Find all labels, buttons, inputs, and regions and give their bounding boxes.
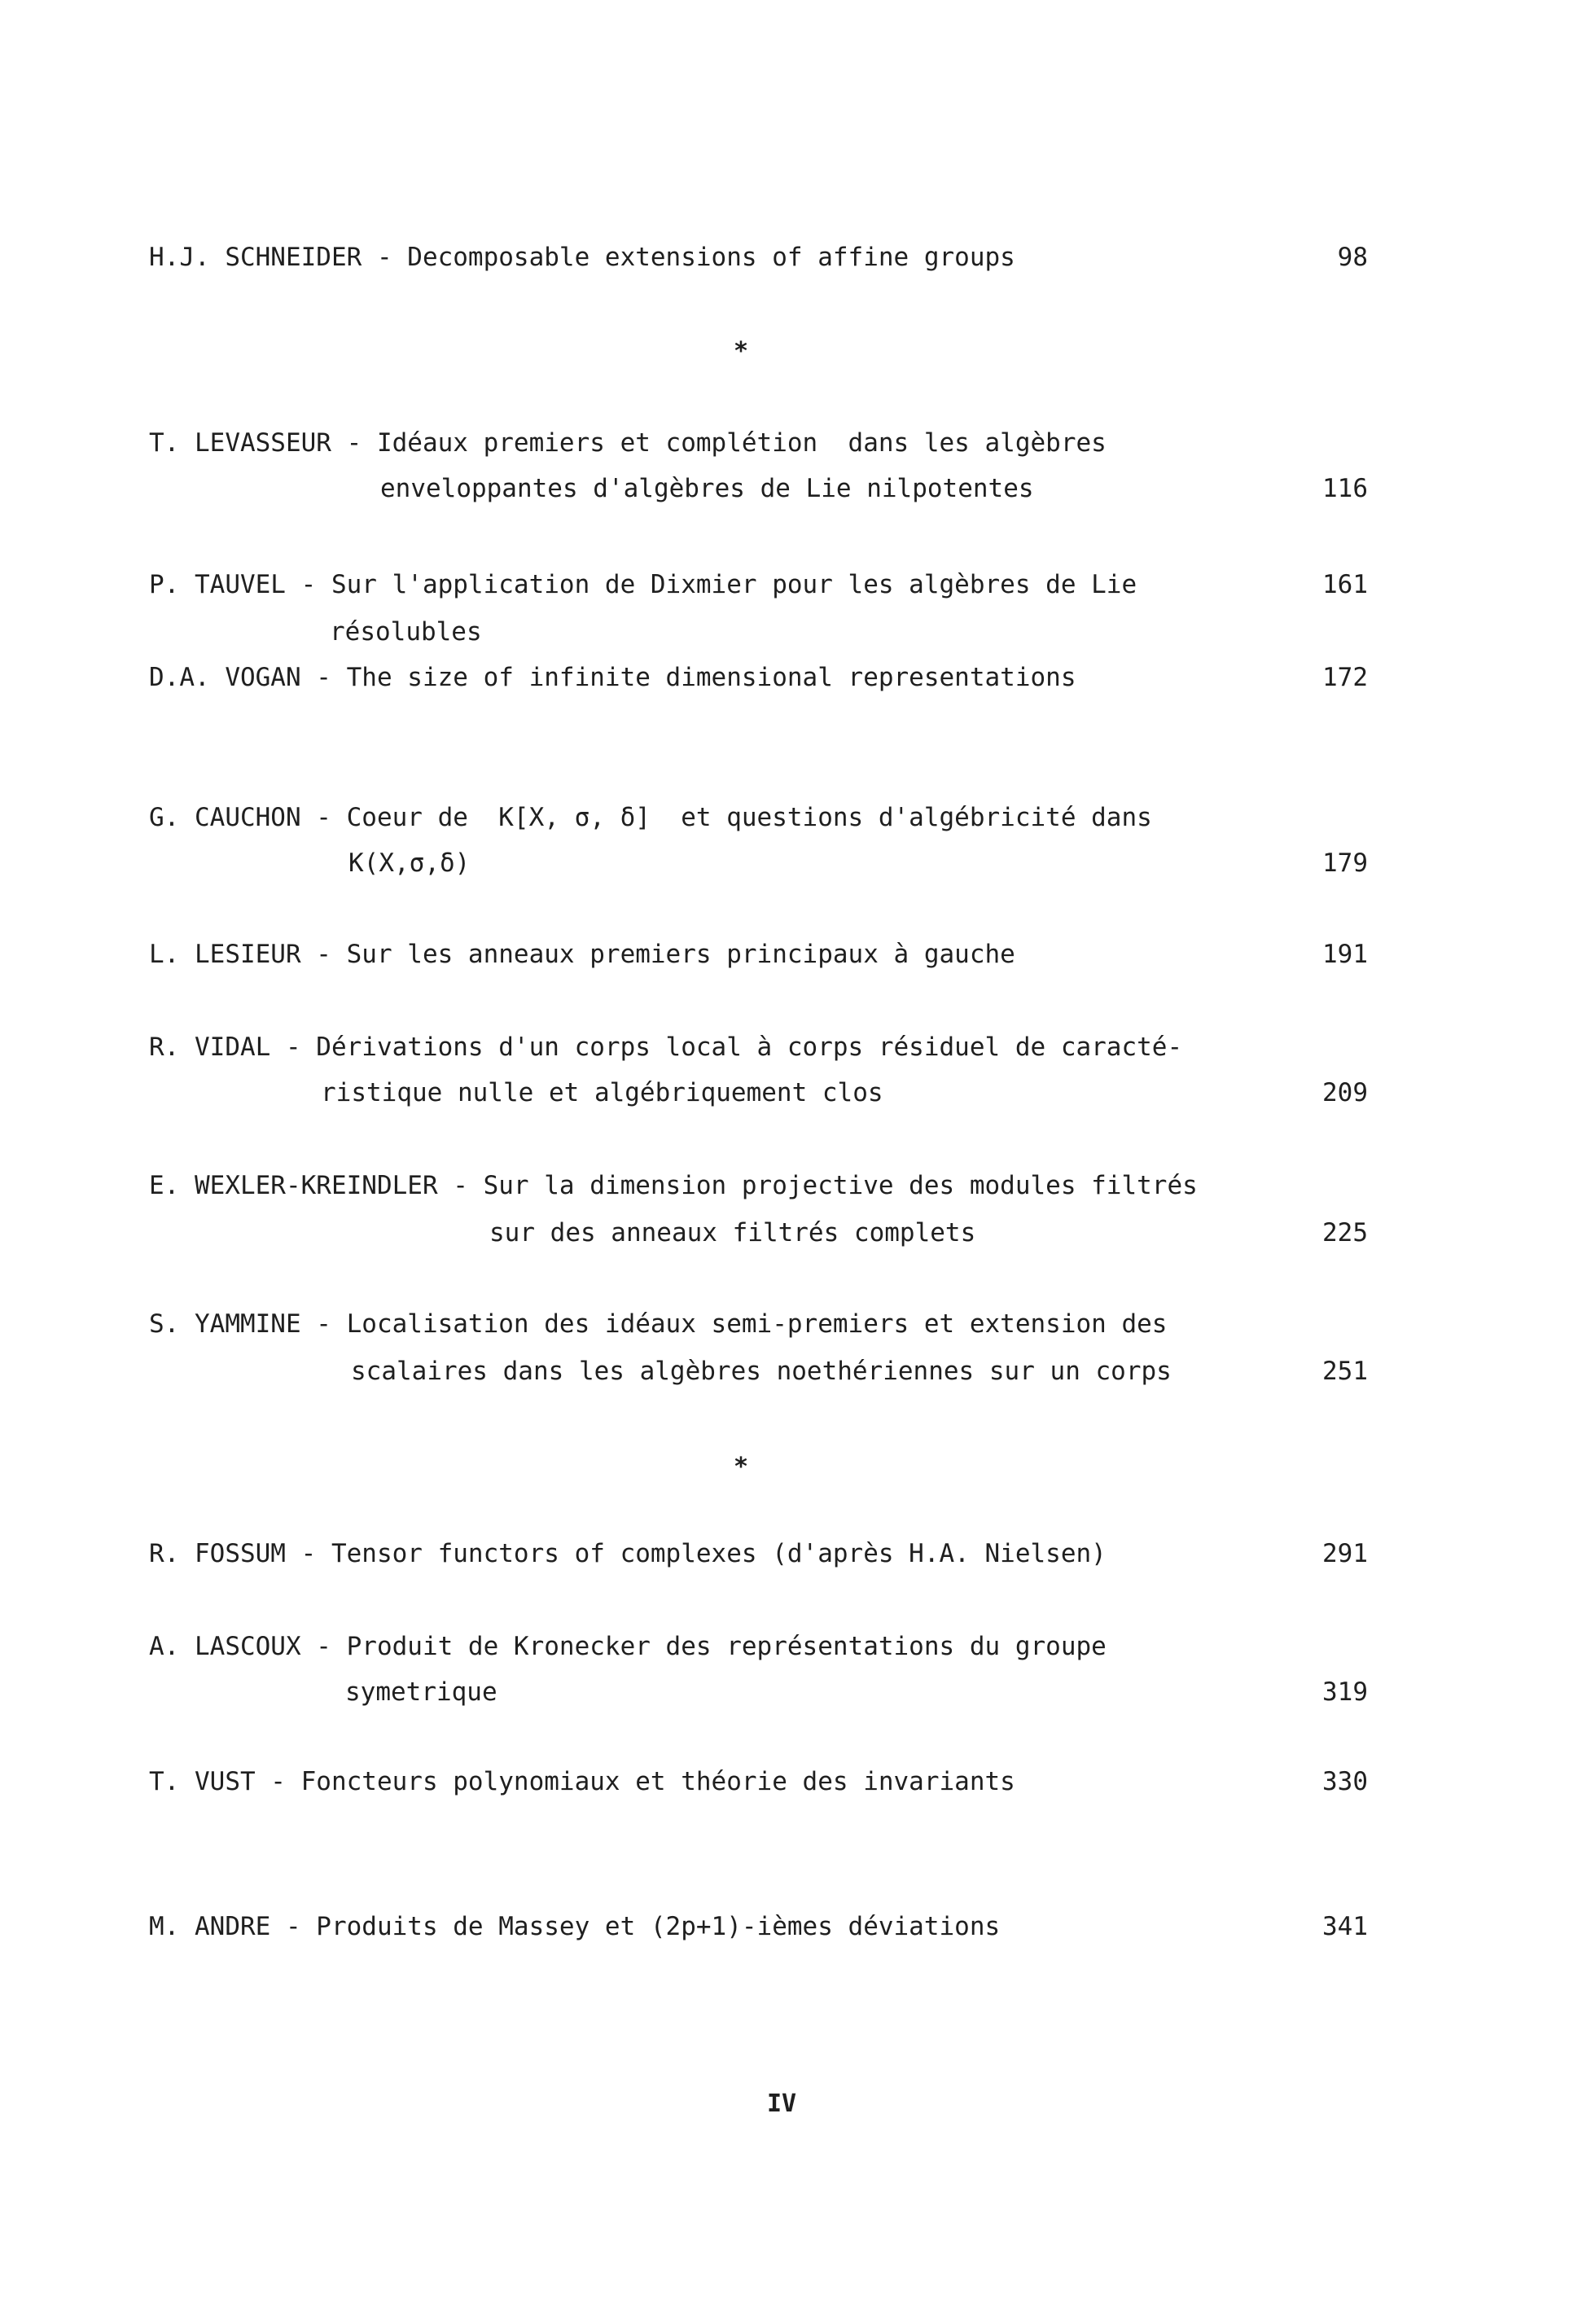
toc-entry-text-continued: K(X,σ,δ) xyxy=(348,848,471,878)
toc-page-number: 98 xyxy=(1337,243,1368,272)
toc-entry-text-continued: scalaires dans les algèbres noethériennes sur un corps xyxy=(351,1357,1172,1386)
toc-entry-text: T. LEVASSEUR - Idéaux premiers et complétion dans les algèbres xyxy=(149,428,1107,458)
toc-page-number: 225 xyxy=(1322,1218,1368,1248)
toc-entry-text-continued: sur des anneaux filtrés complets xyxy=(489,1218,976,1248)
toc-page-number: 191 xyxy=(1322,940,1368,969)
toc-entry-text: M. ANDRE - Produits de Massey et (2p+1)-ièmes déviations xyxy=(149,1912,1001,1941)
toc-entry-text: E. WEXLER-KREINDLER - Sur la dimension projective des modules filtrés xyxy=(149,1171,1198,1200)
toc-page-number: 330 xyxy=(1322,1767,1368,1796)
toc-entry-text-continued: résolubles xyxy=(330,617,482,647)
toc-entry-text: S. YAMMINE - Localisation des idéaux semi-premiers et extension des xyxy=(149,1309,1168,1339)
page-folio: IV xyxy=(766,2089,797,2118)
toc-page-number: 319 xyxy=(1322,1677,1368,1707)
toc-entry-text: L. LESIEUR - Sur les anneaux premiers principaux à gauche xyxy=(149,940,1015,969)
toc-page-number: 291 xyxy=(1322,1539,1368,1568)
toc-entry-text: G. CAUCHON - Coeur de K[X, σ, δ] et questions d'algébricité dans xyxy=(149,803,1152,832)
section-separator: * xyxy=(733,1453,749,1481)
toc-entry-text: T. VUST - Foncteurs polynomiaux et théorie des invariants xyxy=(149,1767,1015,1796)
toc-page-number: 341 xyxy=(1322,1912,1368,1941)
toc-page-number: 251 xyxy=(1322,1357,1368,1386)
toc-entry-text: R. FOSSUM - Tensor functors of complexes (d'après H.A. Nielsen) xyxy=(149,1539,1107,1568)
toc-entry-text: H.J. SCHNEIDER - Decomposable extensions of affine groups xyxy=(149,243,1015,272)
toc-entry-text: D.A. VOGAN - The size of infinite dimensional representations xyxy=(149,663,1076,692)
toc-entry-text-continued: enveloppantes d'algèbres de Lie nilpotentes xyxy=(380,474,1034,503)
toc-entry-text-continued: ristique nulle et algébriquement clos xyxy=(321,1078,883,1107)
toc-page-number: 179 xyxy=(1322,848,1368,878)
toc-entry-text-continued: symetrique xyxy=(345,1677,497,1707)
toc-page-number: 209 xyxy=(1322,1078,1368,1107)
toc-page-number: 161 xyxy=(1322,570,1368,599)
toc-entry-text: A. LASCOUX - Produit de Kronecker des représentations du groupe xyxy=(149,1632,1107,1661)
toc-page-number: 116 xyxy=(1322,474,1368,503)
toc-entry-text: R. VIDAL - Dérivations d'un corps local à corps résiduel de caracté- xyxy=(149,1033,1183,1062)
toc-page-number: 172 xyxy=(1322,663,1368,692)
toc-entry-text: P. TAUVEL - Sur l'application de Dixmier pour les algèbres de Lie xyxy=(149,570,1137,599)
section-separator: * xyxy=(733,337,749,366)
